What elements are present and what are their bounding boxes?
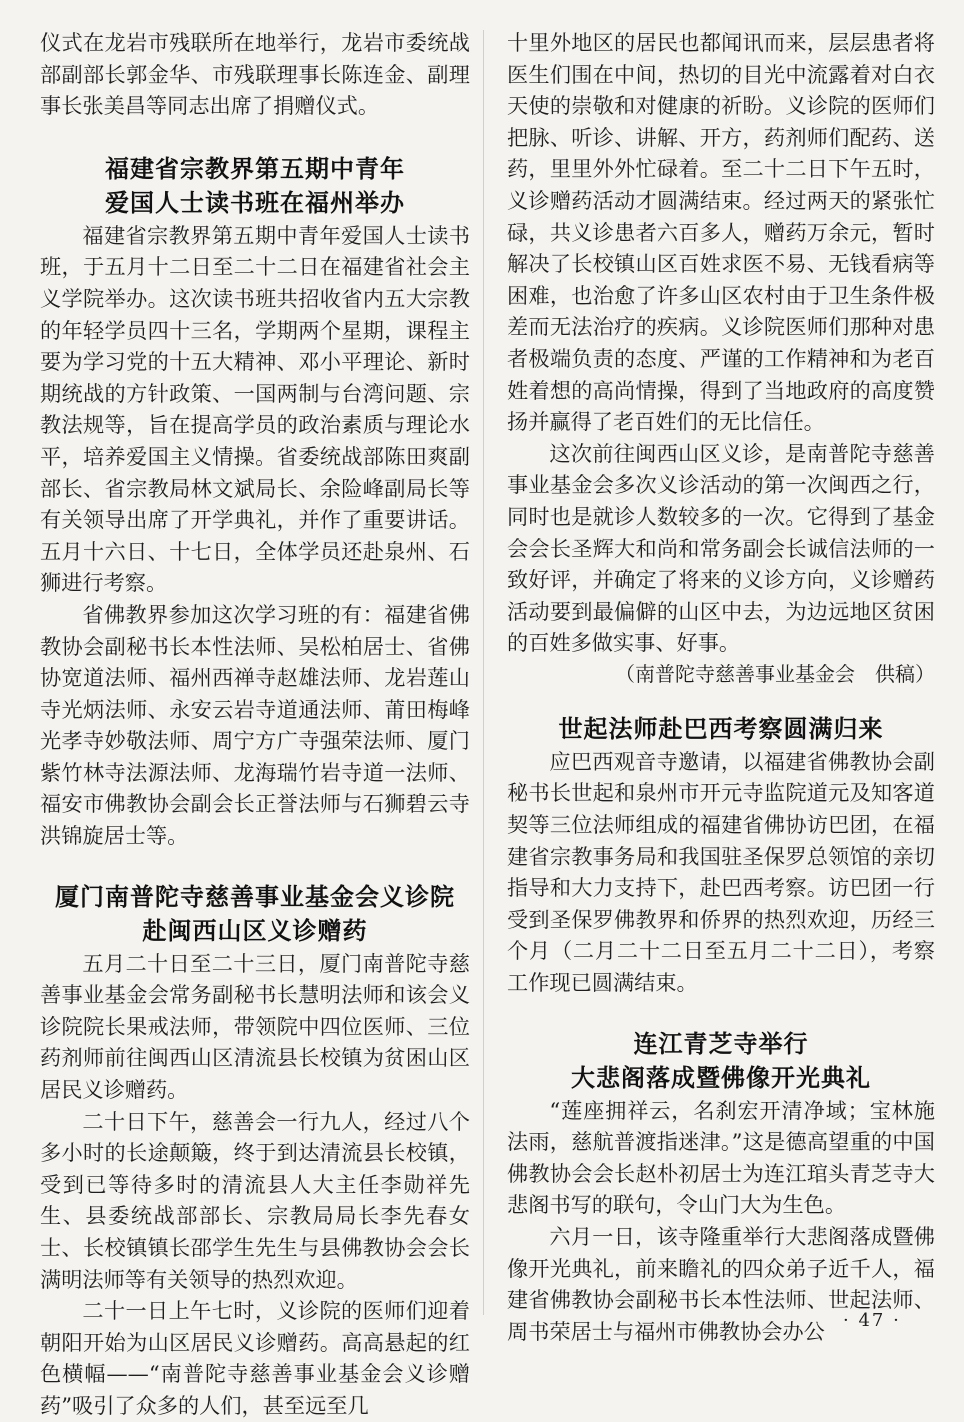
article-title-qingzhi-line1: 连江青芝寺举行 <box>633 1029 809 1058</box>
clinic-paragraph-1: 五月二十日至二十三日，厦门南普陀寺慈善事业基金会常务副秘书长慧明法师和该会义诊院院长果戒法师，带领院中四位医师、三位药剂师前往闽西山区清流县长校镇为贫困山区居民义诊赠药。 <box>40 950 470 1103</box>
article-title-qingzhi-line2: 大悲阁落成暨佛像开光典礼 <box>571 1063 871 1092</box>
article-title-clinic-line1: 厦门南普陀寺慈善事业基金会义诊院 <box>55 882 455 911</box>
clinic-continued-paragraph-2: 这次前往闽西山区义诊，是南普陀寺慈善事业基金会多次义诊活动的第一次闽西之行，同时也是就诊人数较多的一次。它得到了基金会会长圣辉大和尚和常务副会长诚信法师的一致好评，并确定了将来的义诊方向，义诊赠药活动要到最偏僻的山区中去，为边远地区贫困的百姓多做实事、好事。 <box>507 440 935 656</box>
clinic-continued-paragraph-1: 十里外地区的居民也都闻讯而来，层层患者将医生们围在中间，热切的目光中流露着对白衣天使的崇敬和对健康的祈盼。义诊院的医师们把脉、听诊、讲解、开方，药剂师们配药、送药，里里外外忙碌着。至二十二日下午五时，义诊赠药活动才圆满结束。经过两天的紧张忙碌，共义诊患者六百多人，赠药万余元，暂时解决了长校镇山区百姓求医不易、无钱看病等困难，也治愈了许多山区农村由于卫生条件极差而无法治疗的疾病。义诊院医师们那种对患者极端负责的态度、严谨的工作精神和为老百姓着想的高尚情操，得到了当地政府的高度赞扬并赢得了老百姓们的无比信任。 <box>507 30 935 435</box>
qingzhi-paragraph-1: “莲座拥祥云，名刹宏开清净域；宝林施法雨，慈航普渡指迷津。”这是德高望重的中国佛教协会会长赵朴初居士为连江琯头青芝寺大悲阁书写的联句，令山门大为生色。 <box>507 1097 935 1218</box>
column-divider <box>483 30 484 1315</box>
article-credit: （南普陀寺慈善事业基金会 供稿） <box>615 661 935 686</box>
left-column <box>40 27 470 1422</box>
clinic-paragraph-2: 二十日下午，慈善会一行九人，经过八个多小时的长途颠簸，终于到达清流县长校镇，受到已等待多时的清流县人大主任李勋祥先生、县委统战部部长、宗教局局长李先春女士、长校镇镇长邵学生先生与县佛教协会会长满明法师等有关领导的热烈欢迎。 <box>40 1108 470 1292</box>
page-number: · 47 · <box>843 1310 901 1331</box>
brazil-paragraph-1: 应巴西观音寺邀请，以福建省佛教协会副秘书长世起和泉州市开元寺监院道元及知客道契等三位法师组成的福建省佛协访巴团，在福建省宗教事务局和我国驻圣保罗总领馆的亲切指导和大力支持下，赴巴西考察。访巴团一行受到圣保罗佛教界和侨界的热烈欢迎，历经三个月（二月二十二日至五月二十二日），考察工作现已圆满结束。 <box>507 748 935 996</box>
intro-paragraph: 仪式在龙岩市残联所在地举行，龙岩市委统战部副部长郭金华、市残联理事长陈连金、副理事长张美昌等同志出席了捐赠仪式。 <box>40 30 470 119</box>
article-title-study-class-line1: 福建省宗教界第五期中青年 <box>105 154 405 183</box>
article-title-study-class-line2: 爱国人士读书班在福州举办 <box>105 188 405 217</box>
clinic-paragraph-3: 二十一日上午七时，义诊院的医师们迎着朝阳开始为山区居民义诊赠药。高高悬起的红色横幅——“南普陀寺慈善事业基金会义诊赠药”吸引了众多的人们，甚至远至几 <box>40 1298 470 1418</box>
article-title-clinic-line2: 赴闽西山区义诊赠药 <box>142 916 368 945</box>
study-class-paragraph-1: 福建省宗教界第五期中青年爱国人士读书班，于五月十二日至二十二日在福建省社会主义学院举办。这次读书班共招收省内五大宗教的年轻学员四十三名，学期两个星期，课程主要为学习党的十五大精神、邓小平理论、新时期统战的方针政策、一国两制与台湾问题、宗教法规等，旨在提高学员的政治素质与理论水平，培养爱国主义情操。省委统战部陈田爽副部长、省宗教局林文斌局长、余险峰副局长等有关领导出席了开学典礼，并作了重要讲话。五月十六日、十七日，全体学员还赴泉州、石狮进行考察。 <box>40 222 470 596</box>
article-title-brazil: 世起法师赴巴西考察圆满归来 <box>558 714 884 743</box>
study-class-paragraph-2: 省佛教界参加这次学习班的有：福建省佛教协会副秘书长本性法师、吴松柏居士、省佛协宽道法师、福州西禅寺赵雄法师、龙岩莲山寺光炳法师、永安云岩寺道通法师、莆田梅峰光孝寺妙敬法师、周宁方广寺强荣法师、厦门紫竹林寺法源法师、龙海瑞竹岩寺道一法师、福安市佛教协会副会长正誉法师与石狮碧云寺洪锦旋居士等。 <box>40 601 470 849</box>
right-column <box>507 27 935 1347</box>
qingzhi-paragraph-2: 六月一日，该寺隆重举行大悲阁落成暨佛像开光典礼，前来瞻礼的四众弟子近千人，福建省佛教协会副秘书长本性法师、世起法师、周书荣居士与福州市佛教协会办公 <box>507 1224 935 1344</box>
